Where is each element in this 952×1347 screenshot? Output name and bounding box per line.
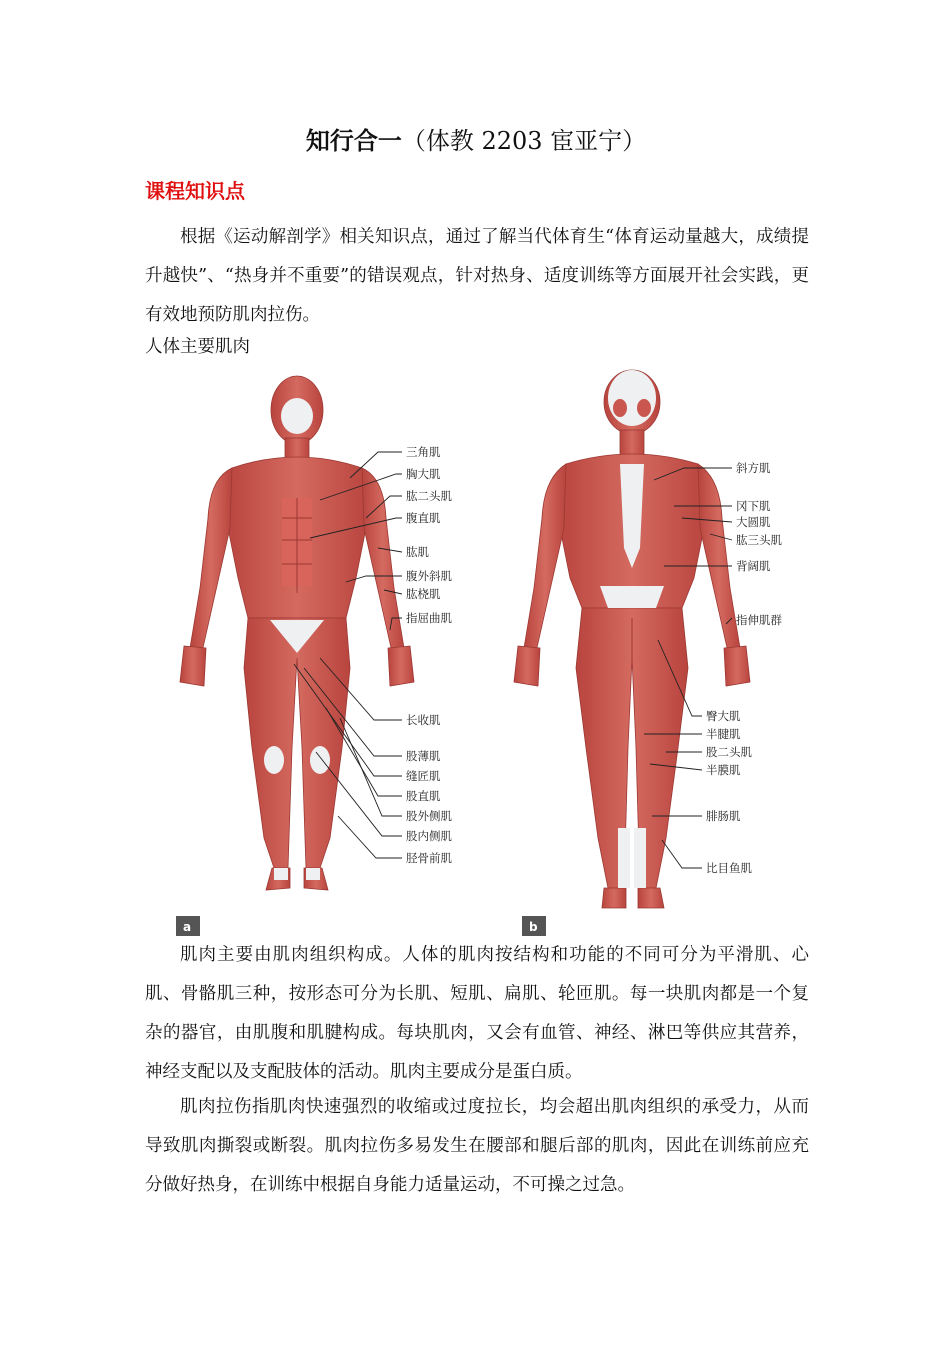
label-finger-flexors: 指屈曲肌 — [406, 611, 452, 625]
label-sartorius: 缝匠肌 — [406, 769, 441, 783]
label-latissimus-dorsi: 背阔肌 — [736, 559, 771, 573]
figure-caption: 人体主要肌肉 — [145, 337, 250, 357]
label-soleus: 比目鱼肌 — [706, 861, 752, 875]
label-vastus-medialis: 股内侧肌 — [406, 829, 452, 843]
label-deltoid: 三角肌 — [406, 445, 441, 459]
label-gastrocnemius: 腓肠肌 — [706, 809, 741, 823]
label-biceps: 肱二头肌 — [406, 489, 452, 503]
paragraph-muscle-structure: 肌肉主要由肌肉组织构成。人体的肌肉按结构和功能的不同可分为平滑肌、心肌、骨骼肌三种，按形态可分为长肌、短肌、扁肌、轮匝肌。每一块肌肉都是一个复杂的器官，由肌腹和肌腱构成。每块肌肉，又会有血管、神经、淋巴等供应其营养，神经支配以及支配肢体的活动。肌肉主要成分是蛋白质。 — [145, 945, 809, 1082]
label-brachioradialis: 肱桡肌 — [406, 587, 441, 601]
label-rectus-femoris: 股直肌 — [406, 789, 441, 803]
label-tibialis-anterior: 胫骨前肌 — [406, 851, 452, 865]
muscle-anatomy-figure — [170, 368, 810, 938]
label-semimembranosus: 半膜肌 — [706, 763, 741, 777]
panel-a-tag-text: a — [183, 920, 192, 934]
label-external-oblique: 腹外斜肌 — [406, 569, 452, 583]
title-author: （体教 2203 宦亚宁） — [401, 127, 647, 155]
label-rectus-abdominis: 腹直肌 — [406, 511, 441, 525]
label-semitendinosus: 半腱肌 — [706, 727, 741, 741]
label-gracilis: 股薄肌 — [406, 749, 441, 763]
paragraph-intro: 根据《运动解剖学》相关知识点，通过了解当代体育生“体育运动量越大，成绩提升越快”、“热身并不重要”的错误观点，针对热身、适度训练等方面展开社会实践，更有效地预防肌肉拉伤。 — [145, 227, 809, 325]
label-vastus-lateralis: 股外侧肌 — [406, 809, 452, 823]
label-pectoralis-major: 胸大肌 — [406, 467, 441, 481]
panel-b-tag-text: b — [529, 920, 538, 934]
title-main: 知行合一 — [305, 126, 402, 155]
label-brachialis: 肱肌 — [406, 545, 429, 559]
label-gluteus-maximus: 臀大肌 — [706, 709, 741, 723]
paragraph-muscle-strain: 肌肉拉伤指肌肉快速强烈的收缩或过度拉长，均会超出肌肉组织的承受力，从而导致肌肉撕裂或断裂。肌肉拉伤多易发生在腰部和腿后部的肌肉，因此在训练前应充分做好热身，在训练中根据自身能力适量运动，不可操之过急。 — [145, 1097, 809, 1195]
section-heading: 课程知识点 — [145, 179, 245, 203]
anatomy-illustration — [170, 368, 810, 938]
label-trapezius: 斜方肌 — [736, 461, 771, 475]
label-infraspinatus: 冈下肌 — [736, 499, 771, 513]
document-title — [0, 124, 952, 158]
label-finger-extensors: 指伸肌群 — [736, 613, 782, 627]
label-biceps-femoris: 股二头肌 — [706, 745, 752, 759]
label-triceps: 肱三头肌 — [736, 533, 782, 547]
label-teres-major: 大圆肌 — [736, 515, 771, 529]
label-adductor-longus: 长收肌 — [406, 713, 441, 727]
